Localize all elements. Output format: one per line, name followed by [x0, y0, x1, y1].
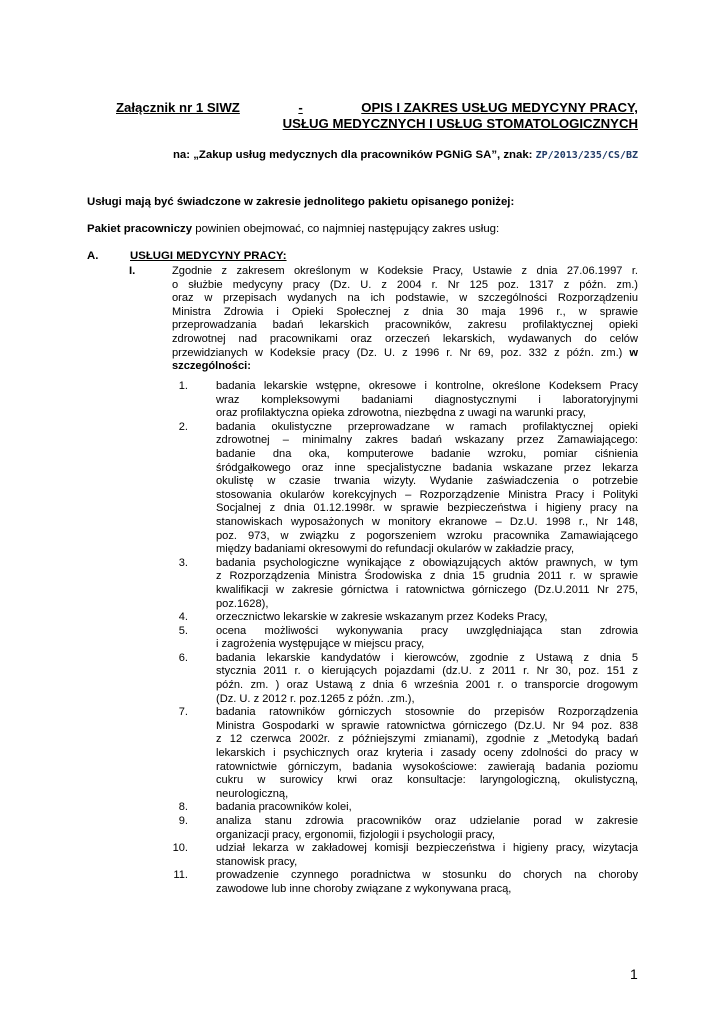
subtitle-text: na: „Zakup usług medycznych dla pracowników PGNiG SA”, znak: — [172, 149, 536, 161]
list-item-line: stanowiskach wyposażonych w monitory ekranowe – Dz.U. 1998 r., Nr 148, — [216, 515, 638, 528]
list-item — [172, 842, 638, 869]
list-item-line: neurologiczną, — [216, 787, 289, 800]
paragraph-line: zdrowotnej nad pracownikami oraz orzeczeń lekarskich, wydawanych do celów — [172, 332, 638, 345]
list-item — [172, 869, 638, 896]
roman-numeral: I. — [129, 265, 136, 277]
tender-subtitle — [142, 149, 638, 161]
package-paragraph — [87, 223, 499, 235]
list-item-line: okulistę w czasie trwania wizyty. Wydanie zaświadczenia o potrzebie — [216, 475, 638, 488]
package-rest: powinien obejmować, co najmniej następujący zakres usług: — [192, 223, 500, 235]
paragraph-line: przeprowadzania badań lekarskich pracowników, zakresu profilaktycznej opieki — [172, 319, 638, 332]
list-item-line: zdrowotnej – minimalny zakres badań wskazany przez Zamawiającego: — [216, 434, 638, 447]
document-title — [116, 100, 638, 132]
list-item-line: z Rozporządzenia Ministra Środowiska z dnia 15 grudnia 2011 r. w sprawie — [216, 570, 638, 583]
title-attachment: Załącznik nr 1 SIWZ — [116, 100, 240, 115]
title-main: OPIS I ZAKRES USŁUG MEDYCYNY PRACY, — [361, 100, 638, 115]
list-item — [172, 611, 638, 625]
list-item — [172, 380, 638, 421]
list-item-line: cukru w surowicy krwi oraz konsultacje: laryngologiczną, okulistyczną, — [216, 774, 638, 787]
paragraph-line: Zgodnie z zakresem określonym w Kodeksie Pracy, Ustawie z dnia 27.06.1997 r. — [172, 265, 638, 277]
list-item-number: 9. — [178, 815, 188, 827]
list-item-line: z 12 czerwca 2002r. z późniejszymi zmianami), zgodnie z „Metodyką badań — [216, 733, 638, 746]
list-item-number: 10. — [172, 842, 188, 855]
title-line-2: USŁUG MEDYCZNYCH I USŁUG STOMATOLOGICZNYCH — [282, 116, 638, 131]
list-item-line: badania lekarskie kandydatów i kierowców, zgodnie z Ustawą z dnia 5 — [216, 651, 638, 664]
list-item-line: i zagrożenia występujące w miejscu pracy, — [216, 638, 425, 651]
section-a-label: A. — [87, 250, 99, 262]
paragraph-line: Ministra Zdrowia i Opieki Społecznej z dnia 30 maja 1996 r., w sprawie — [172, 305, 638, 318]
tender-code: ZP/2013/235/CS/BZ — [535, 150, 638, 161]
list-item-line: Socjalnej z dnia 01.12.1998r. w sprawie bezpieczeństwa i higieny pracy na — [216, 502, 638, 515]
list-item-line: lekarskich i psychicznych oraz kryteria i zasady oceny zdolności do pracy w — [216, 747, 638, 760]
services-list — [172, 380, 638, 897]
list-item-line: udział lekarza w zakładowej komisji bezpieczeństwa i higieny pracy, wizytacja — [216, 842, 638, 855]
title-line-1 — [116, 100, 638, 116]
list-item-line: organizacji pracy, ergonomii, fizjologii i psychologii pracy, — [216, 828, 495, 841]
section-a-heading — [87, 250, 287, 262]
section-a-title: USŁUGI MEDYCYNY PRACY: — [130, 250, 287, 262]
paragraph-line — [172, 347, 638, 361]
list-item — [172, 801, 638, 815]
list-item-number: 7. — [178, 706, 188, 719]
list-item — [172, 815, 638, 842]
title-dash: - — [298, 100, 303, 115]
list-item-line: Ministra Gospodarki w sprawie ratownictwa górniczego (Dz.U. Nr 94 poz. 838 — [216, 719, 638, 732]
list-item-line: oraz profilaktyczna opieka zdrowotna, niezbędna z uwagi na warunki pracy, — [216, 407, 586, 420]
list-item-number: 4. — [178, 611, 188, 624]
list-item-number: 3. — [178, 556, 188, 569]
paragraph-bold-tail: w — [629, 346, 638, 359]
list-item-line: stosowania okularów korekcyjnych – Rozporządzenie Ministra Pracy i Polityki — [216, 488, 638, 501]
list-item-line: orzecznictwo lekarskie w zakresie wskazanym przez Kodeks Pracy, — [216, 611, 548, 624]
list-item-line: wraz kompleksowymi badaniami diagnostycznymi i laboratoryjnymi — [216, 393, 638, 406]
list-item-number: 8. — [178, 801, 188, 814]
list-item-number: 11. — [173, 869, 188, 882]
list-item — [172, 706, 638, 801]
intro-paragraph: Usługi mają być świadczone w zakresie jednolitego pakietu opisanego poniżej: — [87, 196, 515, 208]
list-item-line: zawodowe lub inne choroby związane z wykonywana pracą, — [216, 882, 512, 895]
scope-paragraph — [172, 265, 638, 374]
list-item-line: badania okulistyczne przeprowadzane w ramach profilaktycznej opieki — [216, 420, 638, 433]
list-item-line: stycznia 2011 r. o kierujących pojazdami (dz.U. z 2011 r. Nr 30, poz. 151 z — [216, 665, 638, 678]
list-item-line: badania lekarskie wstępne, okresowe i kontrolne, określone Kodeksem Pracy — [216, 380, 638, 392]
list-item-line: badania pracowników kolei, — [216, 801, 352, 814]
list-item — [172, 625, 638, 652]
list-item — [172, 557, 638, 611]
package-bold: Pakiet pracowniczy — [87, 223, 193, 235]
paragraph-line: o służbie medycyny pracy (Dz. U. z 2004 r. Nr 125 poz. 1317 z późn. zm.) — [172, 278, 638, 291]
list-item-line: badanie dna oka, komputerowe badanie wzroku, pomiar ciśnienia — [216, 447, 638, 460]
list-item-line: między badaniami okresowymi do refundacji okularów w zakładzie pracy, — [216, 543, 575, 556]
list-item-line: analiza stanu zdrowia pracowników oraz udzielanie porad w zakresie — [216, 815, 638, 827]
list-item — [172, 421, 638, 557]
list-item-number: 1. — [178, 380, 188, 392]
list-item-line: późn. zm. ) oraz Ustawą z dnia 6 września 2001 r. o transporcie drogowym — [216, 679, 638, 692]
list-item-number: 2. — [178, 420, 188, 433]
paragraph-bold-last: szczególności: — [172, 360, 251, 373]
list-item-line: ocena możliwości wykonywania pracy uwzględniająca stan zdrowia — [216, 624, 638, 637]
paragraph-line-text: przewidzianych w Kodeksie pracy (Dz. U. z 1996 r. Nr 69, poz. 332 z późn. zm.) — [172, 346, 623, 359]
list-item-line: prowadzenie czynnego poradnictwa w stosunku do chorych na choroby — [216, 869, 638, 882]
list-item-line: poz. 973, w związku z pogorszeniem wzroku pracownika Zamawiającego — [216, 529, 638, 542]
list-item-line: kwalifikacji w zakresie górnictwa i ratownictwa górniczego (Dz.U.2011 Nr 275, — [216, 583, 638, 596]
paragraph-line: oraz w przepisach wydanych na ich podstawie, w szczególności Rozporządzeniu — [172, 292, 638, 305]
list-item-number: 5. — [178, 624, 188, 637]
list-item-line: ratownictwie górniczym, badania wysokościowe: zawierają badania poziomu — [216, 760, 638, 773]
list-item-line: badania ratowników górniczych stosownie do przepisów Rozporządzenia — [216, 706, 638, 719]
list-item — [172, 652, 638, 706]
list-item-line: (Dz. U. z 2012 r. poz.1265 z późn. .zm.), — [216, 692, 415, 705]
list-item-line: poz.1628), — [216, 597, 269, 610]
list-item-line: badania psychologiczne wynikające z obowiązujących aktów prawnych, w tym — [216, 556, 638, 569]
page-number: 1 — [630, 966, 638, 982]
list-item-line: śródgałkowego oraz inne specjalistyczne badania wskazane przez lekarza — [216, 461, 638, 474]
list-item-line: stanowisk pracy, — [216, 855, 298, 868]
list-item-number: 6. — [178, 651, 188, 664]
